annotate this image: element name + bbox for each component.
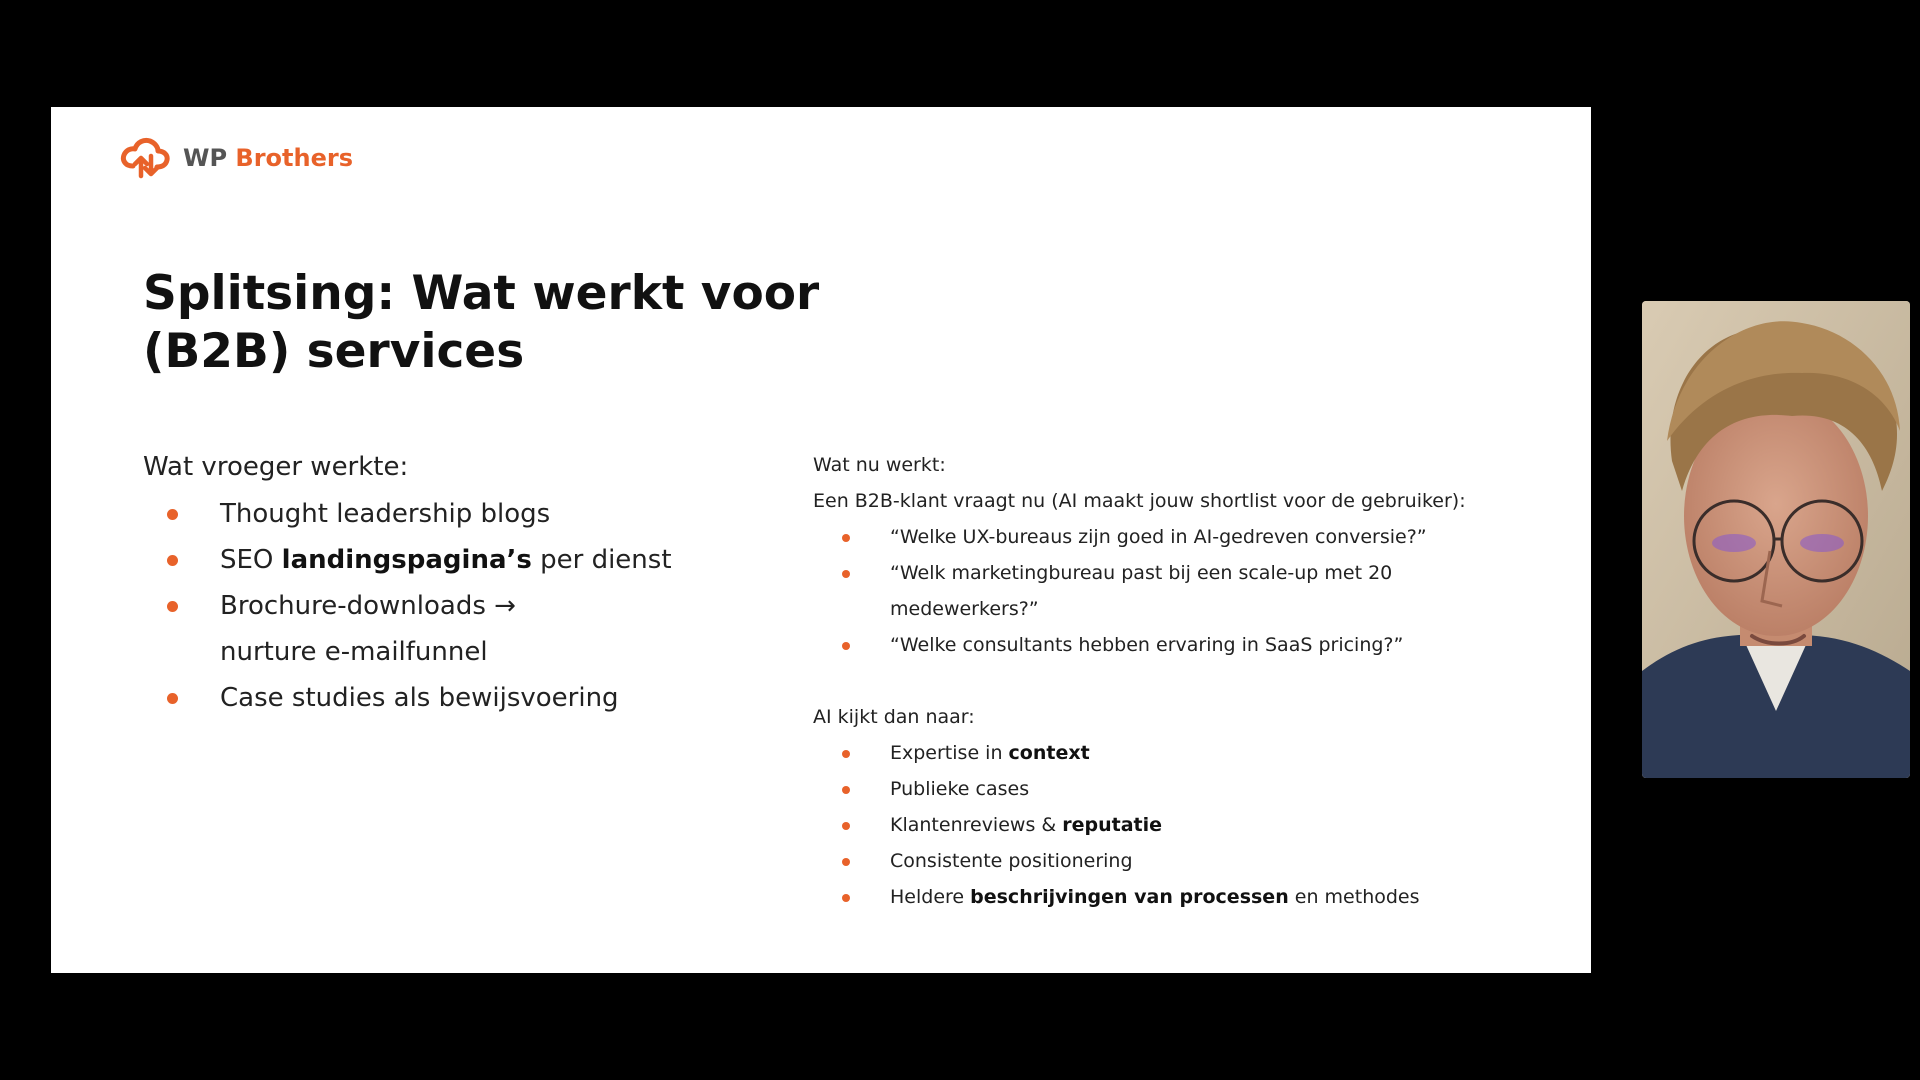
bullet-icon (167, 555, 178, 566)
ai-criteria-item (813, 879, 1553, 915)
item-text: SEO (220, 545, 282, 575)
bullet-icon (842, 642, 850, 650)
item-text: Publieke cases (890, 778, 1030, 800)
right-column (813, 447, 1553, 915)
question-item (813, 519, 1553, 555)
right-intro: Een B2B-klant vraagt nu (AI maakt jouw shortlist voor de gebruiker): (813, 490, 1466, 512)
presenter-webcam-feed[interactable] (1642, 301, 1910, 778)
question-text: “Welk marketingbureau past bij een scale-up met 20 medewerkers?” (890, 562, 1393, 620)
ai-criteria-item (813, 771, 1553, 807)
item-bold-text: context (1008, 742, 1090, 764)
left-list (143, 491, 743, 721)
logo-text-brand: Brothers (235, 144, 353, 172)
left-list-item (143, 491, 743, 537)
logo-wordmark (183, 144, 353, 172)
bullet-icon (167, 509, 178, 520)
question-text: “Welke UX-bureaus zijn goed in AI-gedreven conversie?” (890, 526, 1427, 548)
ai-criteria-item (813, 843, 1553, 879)
question-list (813, 519, 1553, 663)
item-text: Heldere (890, 886, 971, 908)
item-text: Case studies als bewijsvoering (220, 683, 619, 713)
right-heading: Wat nu werkt: (813, 454, 946, 476)
logo-text-prefix: WP (183, 144, 228, 172)
left-list-item (143, 583, 580, 675)
bullet-icon (842, 894, 850, 902)
bullet-icon (842, 786, 850, 794)
question-item (813, 555, 1430, 627)
ai-criteria-item (813, 735, 1553, 771)
item-text: Klantenreviews & (890, 814, 1063, 836)
item-text-suffix: per dienst (531, 545, 672, 575)
item-text-suffix: en methodes (1288, 886, 1420, 908)
bullet-icon (842, 570, 850, 578)
item-text: Thought leadership blogs (220, 499, 551, 529)
left-list-item (143, 537, 743, 583)
presenter-video-feed (1642, 301, 1910, 778)
item-bold-text: landingspagina’s (281, 545, 532, 575)
item-text: Expertise in (890, 742, 1009, 764)
question-text: “Welke consultants hebben ervaring in SaaS pricing?” (890, 634, 1404, 656)
item-bold-text: reputatie (1062, 814, 1163, 836)
spacer (813, 663, 1553, 699)
cloud-arrows-logo-icon (119, 136, 171, 180)
wp-brothers-logo (119, 133, 353, 183)
left-list-item (143, 675, 743, 721)
item-text: Consistente positionering (890, 850, 1133, 872)
ai-criteria-list (813, 735, 1553, 915)
ai-criteria-item (813, 807, 1553, 843)
item-text: Brochure-downloads → nurture e-mailfunnel (220, 591, 516, 667)
ai-heading: AI kijkt dan naar: (813, 706, 975, 728)
slide-title: Splitsing: Wat werkt voor (B2B) services (143, 266, 820, 379)
bullet-icon (167, 693, 178, 704)
bullet-icon (842, 750, 850, 758)
bullet-icon (842, 858, 850, 866)
bullet-icon (167, 601, 178, 612)
slide (51, 107, 1591, 973)
left-heading: Wat vroeger werkte: (143, 452, 409, 482)
left-column (143, 445, 743, 721)
bullet-icon (842, 534, 850, 542)
question-item (813, 627, 1553, 663)
item-bold-text: beschrijvingen van processen (970, 886, 1289, 908)
bullet-icon (842, 822, 850, 830)
